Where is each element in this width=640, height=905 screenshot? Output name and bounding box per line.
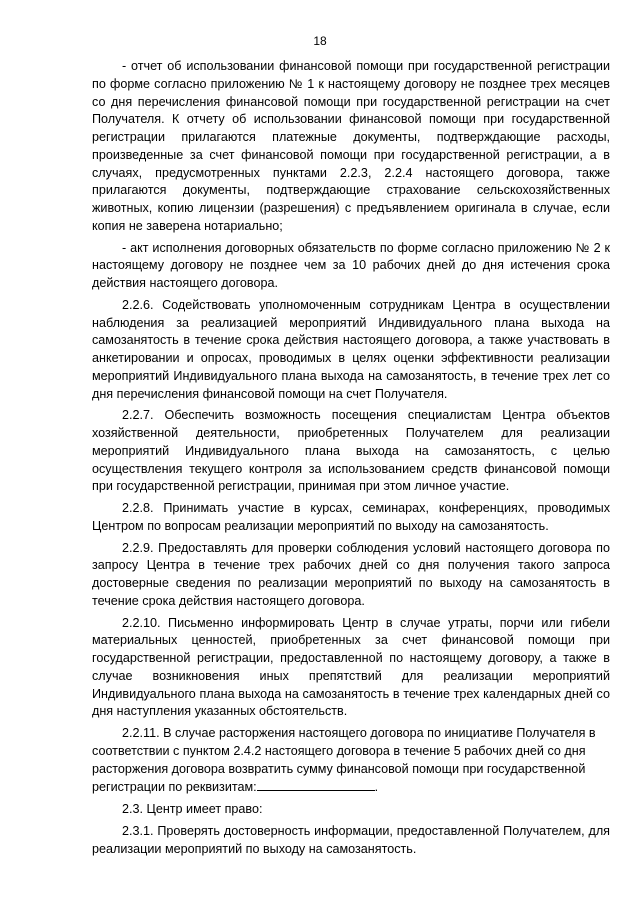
paragraph-2-2-10: 2.2.10. Письменно информировать Центр в случае утраты, порчи или гибели материальных ценностей, приобретенных за счет финансовой помощи при государственной регистрации, предоставленной по настоящему договору, а также в случае возникновения иных препятствий для реализации мероприятий Индивидуального плана выхода на самозанятость в течение трех календарных дней со дня наступления указанных обстоятельств. bbox=[92, 615, 610, 719]
paragraph-act-of-execution: - акт исполнения договорных обязательств по форме согласно приложению № 2 к настоящему договору не позднее чем за 10 рабочих дней до дня истечения срока действия настоящего договора. bbox=[92, 240, 610, 290]
paragraph-2-2-11-end: . bbox=[374, 780, 379, 795]
page-number: 18 bbox=[313, 34, 327, 48]
document-body bbox=[92, 58, 610, 862]
section-2-3-heading: 2.3. Центр имеет право: bbox=[122, 802, 263, 816]
paragraph-2-2-11-text: 2.2.11. В случае расторжения настоящего договора по инициативе Получателя в соответствии с пунктом 2.4.2 настоящего договора в течение 5 рабочих дней со дня расторжения договора возвратить сумму финансовой помощи при государственной регистрации по реквизитам: bbox=[92, 726, 596, 795]
paragraph-2-2-11 bbox=[92, 725, 610, 797]
paragraph-2-2-9: 2.2.9. Предоставлять для проверки соблюдения условий настоящего договора по запросу Центра в течение трех рабочих дней со дня получения такого запроса достоверные сведения по реализации мероприятий по выходу на самозанятость в течение срока действия настоящего договора. bbox=[92, 540, 610, 608]
paragraph-2-2-8: 2.2.8. Принимать участие в курсах, семинарах, конференциях, проводимых Центром по вопросам реализации мероприятий по выходу на самозанятость. bbox=[92, 501, 610, 533]
requisites-blank bbox=[257, 778, 375, 791]
paragraph-2-2-6: 2.2.6. Содействовать уполномоченным сотрудникам Центра в осуществлении наблюдения за реализацией мероприятий Индивидуального плана выхода на самозанятость в течение срока действия настоящего договора, а также участвовать в анкетировании и опросах, проводимых в целях оценки эффективности реализации мероприятий Индивидуального плана выхода на самозанятость, в течение трех лет со дня перечисления финансовой помощи на счет Получателя. bbox=[92, 297, 610, 401]
paragraph-2-3-1: 2.3.1. Проверять достоверность информации, предоставленной Получателем, для реализации мероприятий по выходу на самозанятость. bbox=[92, 823, 610, 856]
paragraph-2-2-7: 2.2.7. Обеспечить возможность посещения специалистам Центра объектов хозяйственной деятельности, приобретенных Получателем для реализации мероприятий Индивидуального плана выхода на самозанятость, с целью осуществления текущего контроля за использованием средств финансовой помощи при государственной регистрации, принимая при этом личное участие. bbox=[92, 408, 610, 494]
paragraph-usage-report: - отчет об использовании финансовой помощи при государственной регистрации по форме согласно приложению № 1 к настоящему договору не позднее трех месяцев со дня перечисления финансовой помощи при государственной регистрации на счет Получателя. К отчету об использовании финансовой помощи при государственной регистрации прилагаются платежные документы, подтверждающие расходы, произведенные за счет финансовой помощи при государственной регистрации, а в случаях, предусмотренных пунктами 2.2.3, 2.2.4 настоящего договора, также прилагаются документы, подтверждающие страхование сельскохозяйственных животных, копию лицензии (разрешения) с предъявлением оригинала в случае, если копия не заверена нотариально; bbox=[92, 59, 610, 233]
